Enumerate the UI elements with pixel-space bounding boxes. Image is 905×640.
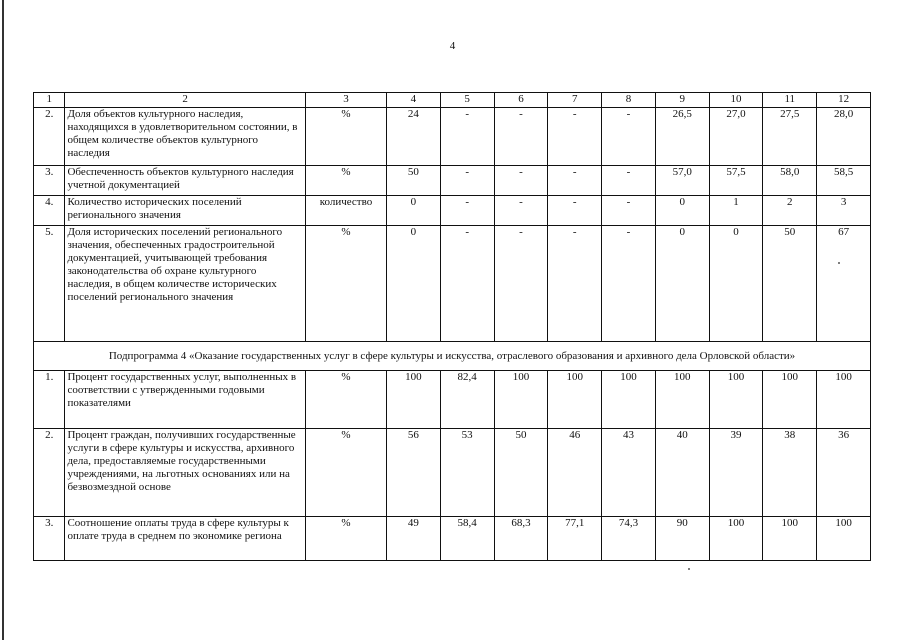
value-cell: - (494, 226, 548, 342)
value-cell: 100 (602, 371, 656, 429)
value-cell: - (548, 226, 602, 342)
value-cell: 77,1 (548, 517, 602, 561)
value-cell: 58,4 (440, 517, 494, 561)
value-cell: 53 (440, 429, 494, 517)
column-header: 2 (65, 93, 305, 108)
value-cell: - (440, 166, 494, 196)
scan-speck (838, 262, 840, 264)
value-cell: 36 (817, 429, 871, 517)
row-number: 2. (34, 108, 65, 166)
table-row (34, 371, 871, 429)
unit-cell: % (305, 517, 386, 561)
value-cell: 46 (548, 429, 602, 517)
value-cell: - (548, 108, 602, 166)
value-cell: 0 (387, 226, 441, 342)
table-row (34, 517, 871, 561)
value-cell: 28,0 (817, 108, 871, 166)
value-cell: 49 (387, 517, 441, 561)
value-cell: - (494, 108, 548, 166)
subprogram-row (34, 342, 871, 371)
value-cell: 3 (817, 196, 871, 226)
table-row (34, 108, 871, 166)
value-cell: 39 (709, 429, 763, 517)
column-header: 9 (655, 93, 709, 108)
value-cell: 100 (494, 371, 548, 429)
unit-cell: % (305, 108, 386, 166)
value-cell: - (440, 226, 494, 342)
value-cell: 90 (655, 517, 709, 561)
indicator-name: Обеспеченность объектов культурного наследия учетной документацией (65, 166, 305, 196)
value-cell: 0 (655, 196, 709, 226)
table-header-row (34, 93, 871, 108)
value-cell: 0 (709, 226, 763, 342)
indicator-name: Количество исторических поселений регионального значения (65, 196, 305, 226)
unit-cell: количество (305, 196, 386, 226)
value-cell: 0 (387, 196, 441, 226)
value-cell: 100 (387, 371, 441, 429)
column-header: 5 (440, 93, 494, 108)
value-cell: 50 (763, 226, 817, 342)
row-number: 3. (34, 166, 65, 196)
page-number: 4 (449, 40, 456, 52)
table-row (34, 196, 871, 226)
value-cell: - (494, 166, 548, 196)
value-cell: - (548, 166, 602, 196)
table-row (34, 226, 871, 342)
column-header: 8 (602, 93, 656, 108)
column-header: 6 (494, 93, 548, 108)
value-cell: 82,4 (440, 371, 494, 429)
value-cell: 100 (763, 371, 817, 429)
value-cell: 100 (709, 517, 763, 561)
indicator-name: Доля исторических поселений регионального значения, обеспеченных градостроительной документацией, учитывающей требования законодательства об охране культурного наследия, в общем количестве исторических поселений регионального значения (65, 226, 305, 342)
column-header: 4 (387, 93, 441, 108)
indicator-name: Соотношение оплаты труда в сфере культуры к оплате труда в среднем по экономике региона (65, 517, 305, 561)
value-cell: 100 (709, 371, 763, 429)
value-cell: 27,0 (709, 108, 763, 166)
column-header: 10 (709, 93, 763, 108)
column-header: 11 (763, 93, 817, 108)
scan-edge-line (2, 0, 4, 640)
value-cell: 67 (817, 226, 871, 342)
value-cell: 57,0 (655, 166, 709, 196)
indicator-name: Процент государственных услуг, выполненных в соответствии с утвержденными годовыми показателями (65, 371, 305, 429)
value-cell: 68,3 (494, 517, 548, 561)
value-cell: 38 (763, 429, 817, 517)
indicator-name: Доля объектов культурного наследия, находящихся в удовлетворительном состоянии, в общем количестве объектов культурного наследия (65, 108, 305, 166)
value-cell: 40 (655, 429, 709, 517)
value-cell: 57,5 (709, 166, 763, 196)
value-cell: 100 (817, 517, 871, 561)
value-cell: - (548, 196, 602, 226)
value-cell: 27,5 (763, 108, 817, 166)
indicator-name: Процент граждан, получивших государственные услуги в сфере культуры и искусства, архивного дела, предоставляемые государственными учреждениями, на льготных основаниях или на безвозмездной основе (65, 429, 305, 517)
column-header: 12 (817, 93, 871, 108)
value-cell: 100 (763, 517, 817, 561)
table-row (34, 166, 871, 196)
value-cell: - (602, 226, 656, 342)
subprogram-title: Подпрограмма 4 «Оказание государственных услуг в сфере культуры и искусства, отраслевого образования и архивного дела Орловской области» (34, 342, 871, 371)
value-cell: - (440, 196, 494, 226)
value-cell: 1 (709, 196, 763, 226)
table-row (34, 429, 871, 517)
row-number: 5. (34, 226, 65, 342)
value-cell: 100 (655, 371, 709, 429)
value-cell: - (440, 108, 494, 166)
value-cell: 2 (763, 196, 817, 226)
value-cell: 26,5 (655, 108, 709, 166)
value-cell: 43 (602, 429, 656, 517)
row-number: 1. (34, 371, 65, 429)
row-number: 3. (34, 517, 65, 561)
row-number: 4. (34, 196, 65, 226)
value-cell: 56 (387, 429, 441, 517)
value-cell: 100 (817, 371, 871, 429)
value-cell: 0 (655, 226, 709, 342)
value-cell: - (494, 196, 548, 226)
value-cell: 50 (494, 429, 548, 517)
unit-cell: % (305, 429, 386, 517)
unit-cell: % (305, 371, 386, 429)
value-cell: 58,5 (817, 166, 871, 196)
value-cell: - (602, 196, 656, 226)
indicators-table (33, 92, 871, 561)
value-cell: 100 (548, 371, 602, 429)
value-cell: 74,3 (602, 517, 656, 561)
column-header: 7 (548, 93, 602, 108)
value-cell: 24 (387, 108, 441, 166)
column-header: 1 (34, 93, 65, 108)
column-header: 3 (305, 93, 386, 108)
value-cell: - (602, 166, 656, 196)
row-number: 2. (34, 429, 65, 517)
scan-speck (688, 568, 690, 570)
value-cell: - (602, 108, 656, 166)
unit-cell: % (305, 226, 386, 342)
value-cell: 58,0 (763, 166, 817, 196)
unit-cell: % (305, 166, 386, 196)
value-cell: 50 (387, 166, 441, 196)
